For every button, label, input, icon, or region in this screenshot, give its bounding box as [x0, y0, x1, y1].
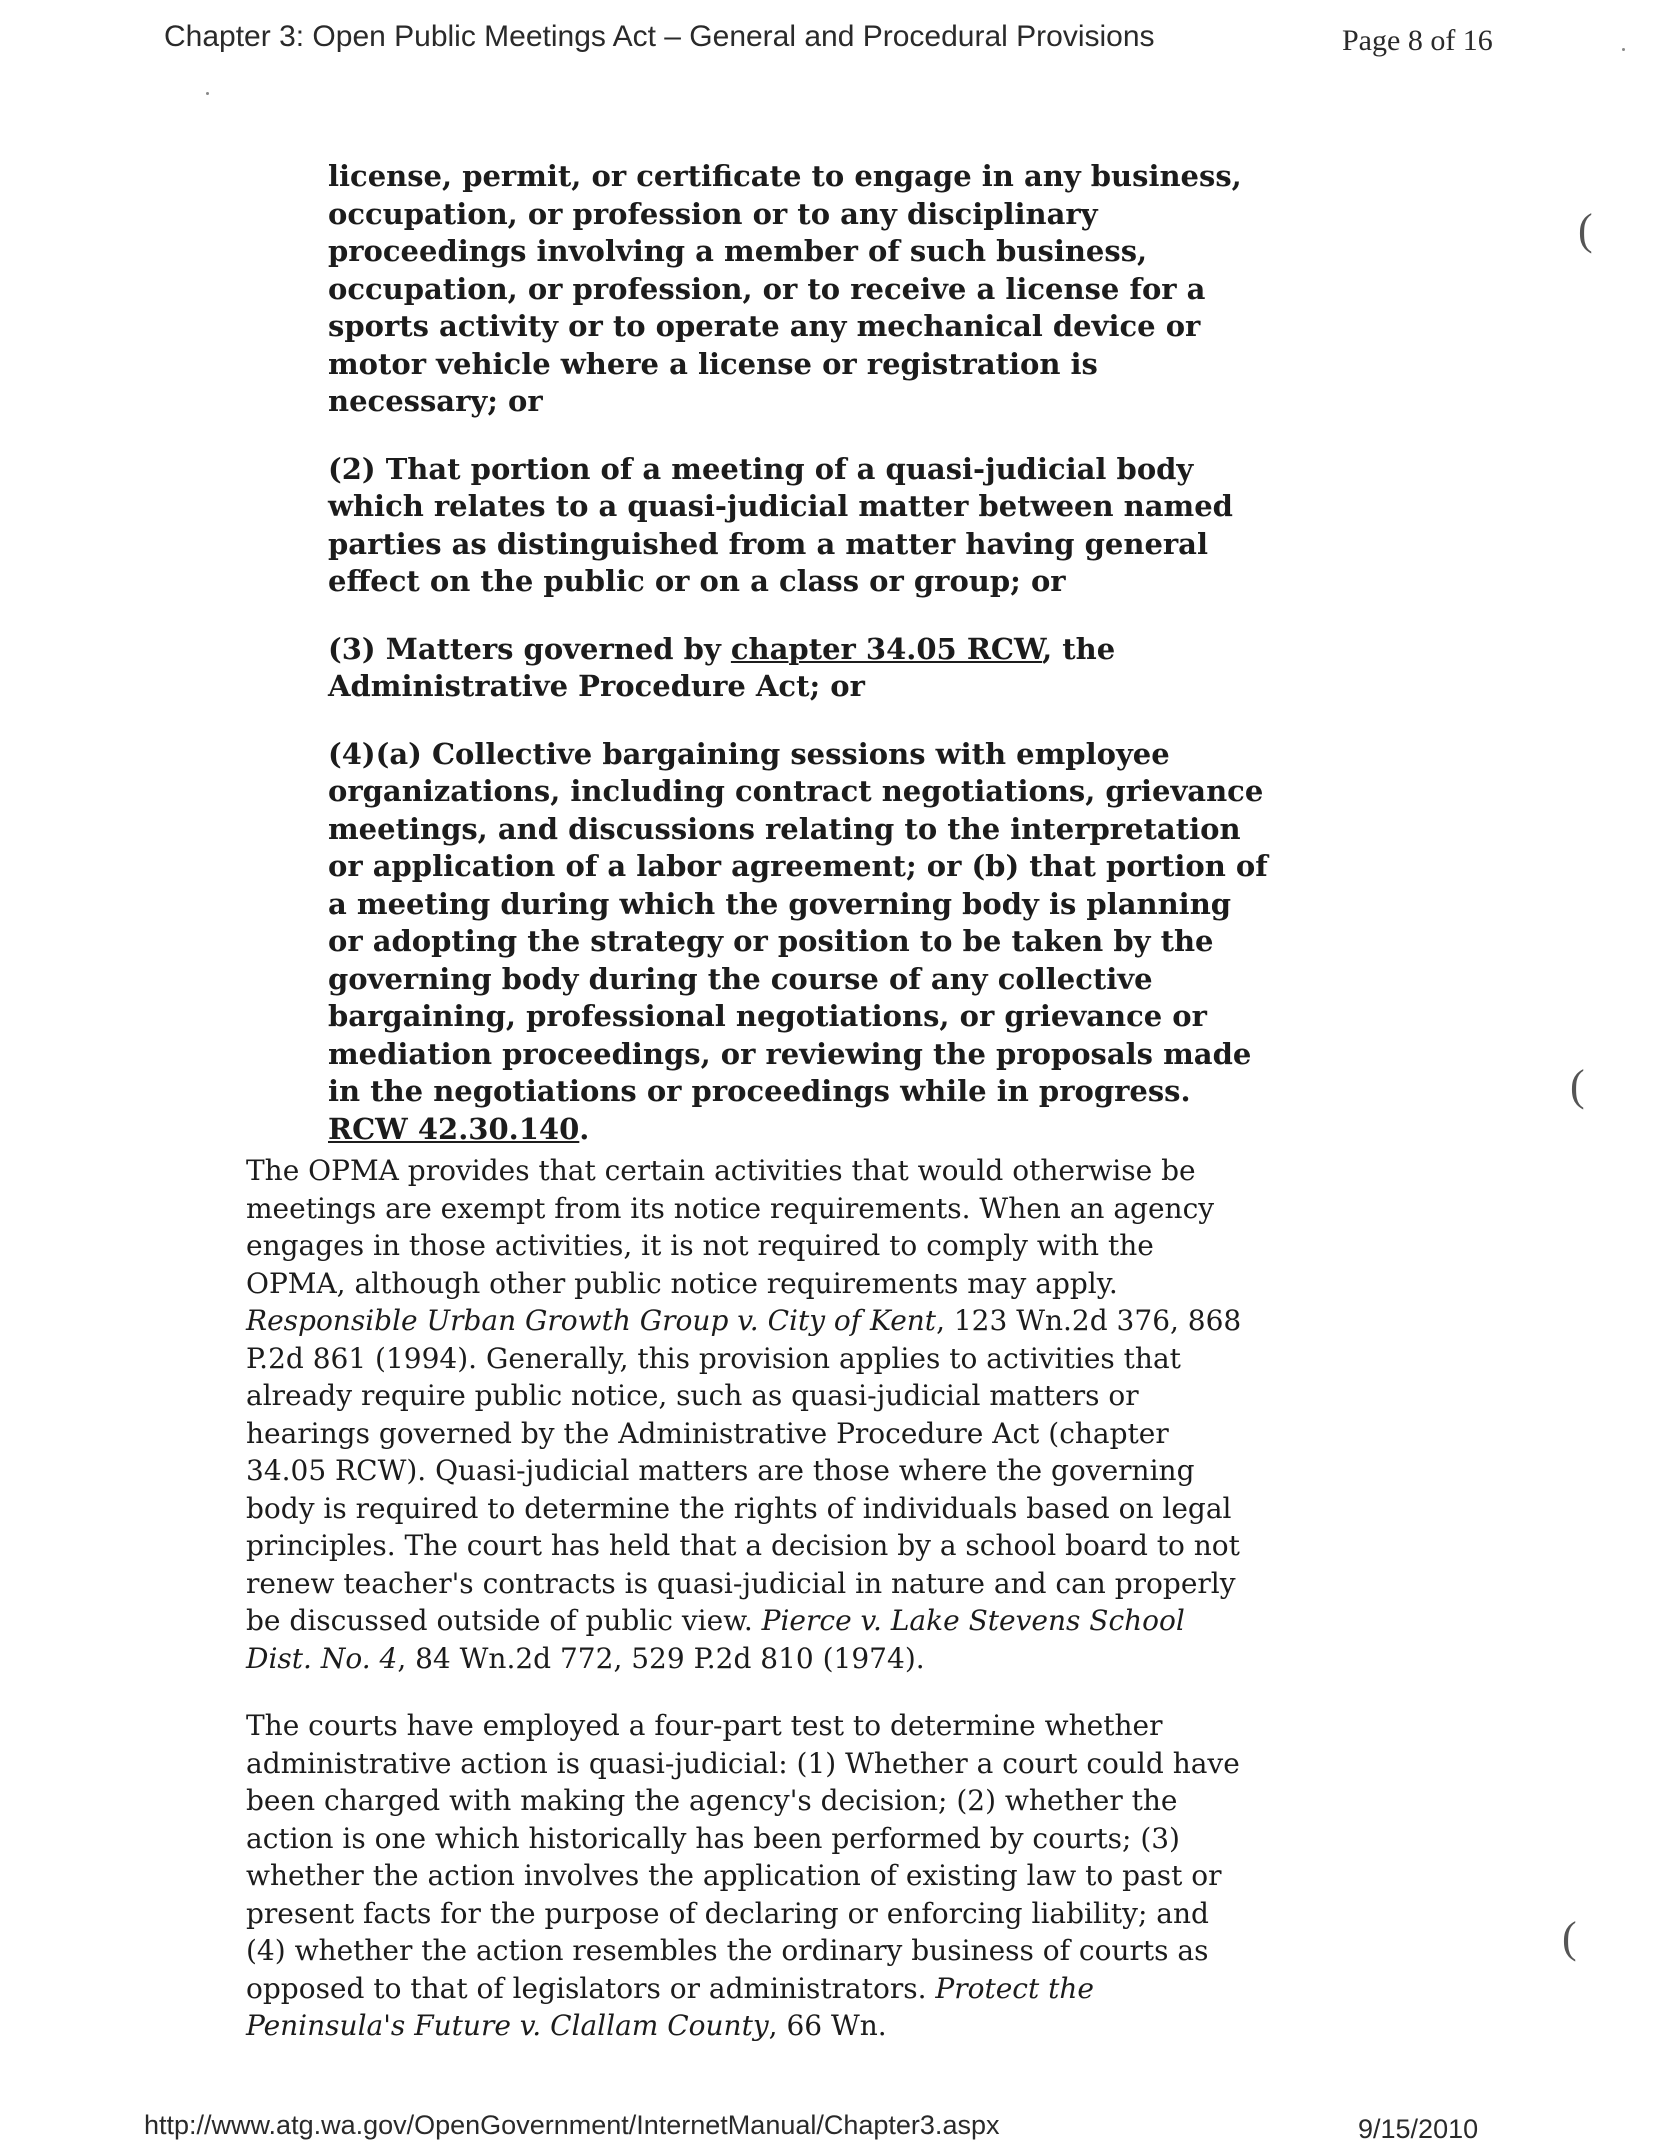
- margin-punch-mark: (: [1578, 205, 1593, 254]
- body-paragraph-1-text-a: The OPMA provides that certain activities that would otherwise be meetings are exempt from its notice requirements. When an agency engages in those activities, it is not required to comply with the OPMA, although other public notice requirements may apply.: [246, 1154, 1215, 1300]
- quote-paragraph-4-text: (4)(a) Collective bargaining sessions with employee organizations, including contract negotiations, grievance meetings, and discussions relating to the interpretation or application of a labor agreement; or (b) that portion of a meeting during which the governing body is planning or adopting the strategy or position to be taken by the governing body during the course of any collective bargaining, professional negotiations, or grievance or mediation proceedings, or reviewing the proposals made in the negotiations or proceedings while in progress.: [328, 736, 1268, 1108]
- margin-punch-mark: (: [1570, 1061, 1585, 1110]
- page-header-title: Chapter 3: Open Public Meetings Act – General and Procedural Provisions: [164, 20, 1155, 53]
- chapter-34-05-rcw-link[interactable]: chapter 34.05 RCW: [730, 631, 1043, 666]
- body-paragraph-1-text-b: , 123 Wn.2d 376, 868 P.2d 861 (1994). Generally, this provision applies to activities that already require public notice, such as quasi-judicial matters or hearings governed by the Administrative Procedure Act (chapter 34.05 RCW). Quasi-judicial matters are those where the governing body is required to determine the rights of individuals based on legal principles. The court has held that a decision by a school board to not renew teacher's contracts is quasi-judicial in nature and can properly be discussed outside of public view.: [246, 1304, 1242, 1637]
- statute-quote-block: [328, 158, 1268, 1178]
- quote-paragraph-4: [328, 736, 1268, 1149]
- case-citation-pierce-v-lake-stevens: Pierce v. Lake Stevens School Dist. No. 4: [246, 1604, 1185, 1675]
- body-paragraph-1-text-c: , 84 Wn.2d 772, 529 P.2d 810 (1974).: [397, 1641, 925, 1675]
- quote-paragraph-3-text: (3) Matters governed by: [328, 631, 731, 666]
- quote-paragraph-3: [328, 631, 1268, 706]
- quote-paragraph-4-end: .: [579, 1111, 590, 1146]
- body-paragraph-2: [246, 1707, 1256, 2045]
- case-citation-protect-the-peninsula: Protect the Peninsula's Future v. Clallam County: [246, 1971, 1094, 2042]
- body-paragraph-2-text-a: The courts have employed a four-part test to determine whether administrative action is quasi-judicial: (1) Whether a court could have been charged with making the agency's decision; (2) whether the action is one which historically has been performed by courts; (3) whether the action involves the application of existing law to past or present facts for the purpose of declaring or enforcing liability; and (4) whether the action resembles the ordinary business of courts as opposed to that of legislators or administrators.: [246, 1709, 1240, 2005]
- body-paragraph-2-text-b: , 66 Wn.: [768, 2009, 887, 2042]
- scan-speck: [206, 92, 209, 95]
- quote-paragraph-1: license, permit, or certificate to engage in any business, occupation, or profession or to any disciplinary proceedings involving a member of such business, occupation, or profession, or to receive a license for a sports activity or to operate any mechanical device or motor vehicle where a license or registration is necessary; or: [328, 159, 1242, 418]
- body-paragraph-1: [246, 1152, 1256, 1677]
- rcw-42-30-140-link[interactable]: RCW 42.30.140: [328, 1111, 580, 1146]
- footer-date: 9/15/2010: [1358, 2114, 1479, 2144]
- footer-url: http://www.atg.wa.gov/OpenGovernment/InternetManual/Chapter3.aspx: [144, 2110, 1000, 2140]
- quote-paragraph-2: (2) That portion of a meeting of a quasi-judicial body which relates to a quasi-judicial matter between named parties as distinguished from a matter having general effect on the public or on a class or group; or: [328, 451, 1233, 598]
- scan-speck: [1622, 48, 1625, 51]
- page-number: Page 8 of 16: [1342, 24, 1493, 57]
- commentary-body: [246, 1152, 1256, 2075]
- margin-punch-mark: (: [1562, 1913, 1577, 1962]
- quote-paragraph-3-tail: , the Administrative Procedure Act; or: [328, 631, 1116, 703]
- case-citation-responsible-urban-growth: Responsible Urban Growth Group v. City of Kent: [246, 1304, 937, 1337]
